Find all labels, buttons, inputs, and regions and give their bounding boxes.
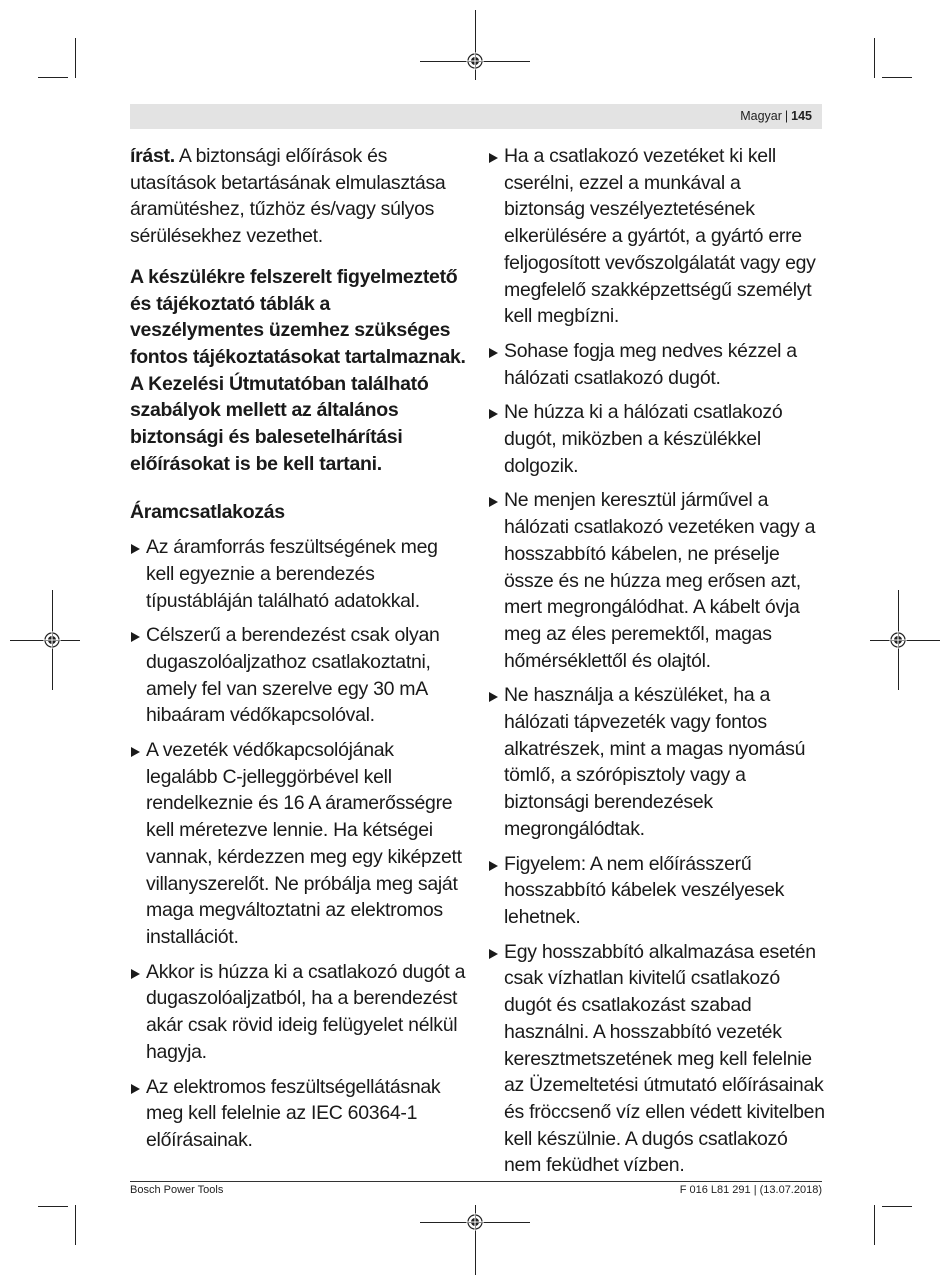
- crop-mark: [874, 1205, 875, 1245]
- header-text: [740, 109, 812, 123]
- crosshair-icon: [43, 631, 61, 649]
- list-item: Egy hosszabbító alkalmazása esetén csak vízhatlan kivitelű csatlakozó dugót és csatlakozást szabad használni. A hosszabbító vezeték keresztmetszetének meg kell felelnie az Üzemeltetési útmutató előírásainak és fröccsenő víz ellen védett kivitelben kell készülnie. A dugós csatlakozó nem feküdhet vízben.: [488, 939, 826, 1179]
- right-column: [488, 143, 826, 1179]
- list-item: Akkor is húzza ki a csatlakozó dugót a dugaszolóaljzatból, ha a berendezést akár csak rövid ideig felügyelet nélkül hagyja.: [130, 959, 466, 1066]
- list-item: Ha a csatlakozó vezetéket ki kell cserélni, ezzel a munkával a biztonság veszélyeztetésének elkerülésére a gyártót, a gyártó erre feljogosított vevőszolgálatát vagy egy megfelelő szakképzettségű személyt kell megbízni.: [488, 143, 826, 330]
- crop-mark: [38, 1206, 68, 1207]
- header-separator: |: [784, 109, 789, 123]
- list-item: Célszerű a berendezést csak olyan dugaszolóaljzathoz csatlakoztatni, amely fel van szerelve egy 30 mA hibaáram védőkapcsolóval.: [130, 622, 466, 729]
- list-item: Figyelem: A nem előírásszerű hosszabbító kábelek veszélyesek lehetnek.: [488, 851, 826, 931]
- section-heading: Áramcsatlakozás: [130, 501, 285, 524]
- footer-divider: [130, 1181, 822, 1182]
- intro-lead: írást.: [130, 145, 175, 167]
- crop-mark: [75, 38, 76, 78]
- page-number: 145: [791, 109, 812, 123]
- page-header: [130, 104, 822, 129]
- crop-mark: [75, 1205, 76, 1245]
- left-column: [130, 143, 466, 1154]
- crop-mark: [38, 77, 68, 78]
- footer-document-code: F 016 L81 291 | (13.07.2018): [679, 1184, 822, 1196]
- crosshair-icon: [889, 631, 907, 649]
- list-item: Ne használja a készüléket, ha a hálózati tápvezeték vagy fontos alkatrészek, mint a magas nyomású tömlő, a szórópisztoly vagy a biztonsági berendezések megrongálódtak.: [488, 682, 826, 842]
- crop-mark: [882, 1206, 912, 1207]
- list-item: Az elektromos feszültségellátásnak meg kell felelnie az IEC 60364-1 előírásainak.: [130, 1074, 466, 1154]
- crop-mark: [874, 38, 875, 78]
- crop-mark: [882, 77, 912, 78]
- intro-paragraph: [130, 143, 466, 250]
- header-language: Magyar: [740, 109, 782, 123]
- crosshair-icon: [466, 1213, 484, 1231]
- list-item: Ne húzza ki a hálózati csatlakozó dugót, miközben a készülékkel dolgozik.: [488, 399, 826, 479]
- crosshair-icon: [466, 52, 484, 70]
- footer-publisher: Bosch Power Tools: [130, 1184, 224, 1196]
- list-item: Ne menjen keresztül járművel a hálózati csatlakozó vezetéken vagy a hosszabbító kábelen, ne préselje össze és ne húzza meg erősen azt, mert megrongálódhat. A kábelt óvja meg az éles peremektől, magas hőmérséklettől és olajtól.: [488, 487, 826, 674]
- warning-labels-paragraph: A készülékre felszerelt figyelmeztető és tájékoztató táblák a veszélymentes üzemhez szükséges fontos tájékoztatásokat tartalmaznak.: [130, 265, 466, 368]
- list-item: Sohase fogja meg nedves kézzel a hálózati csatlakozó dugót.: [488, 338, 826, 391]
- list-item: A vezeték védőkapcsolójának legalább C-jelleggörbével kell rendelkeznie és 16 A áramerősségre kell méretezve lennie. Ha kétségei vannak, kérdezzen meg egy kiképzett villanyszerelőt. Ne próbálja meg saját maga megváltoztatni az elektromos installációt.: [130, 737, 466, 951]
- general-rules-paragraph: A Kezelési Útmutatóban található szabályok mellett az általános biztonsági és balesetelhárítási előírásokat is be kell tartani.: [130, 372, 429, 475]
- list-item: Az áramforrás feszültségének meg kell egyeznie a berendezés típustábláján található adatokkal.: [130, 534, 466, 614]
- intro-rest: A biztonsági előírások és utasítások betartásának elmulasztása áramütéshez, tűzhöz és/vagy súlyos sérülésekhez vezethet.: [130, 145, 446, 248]
